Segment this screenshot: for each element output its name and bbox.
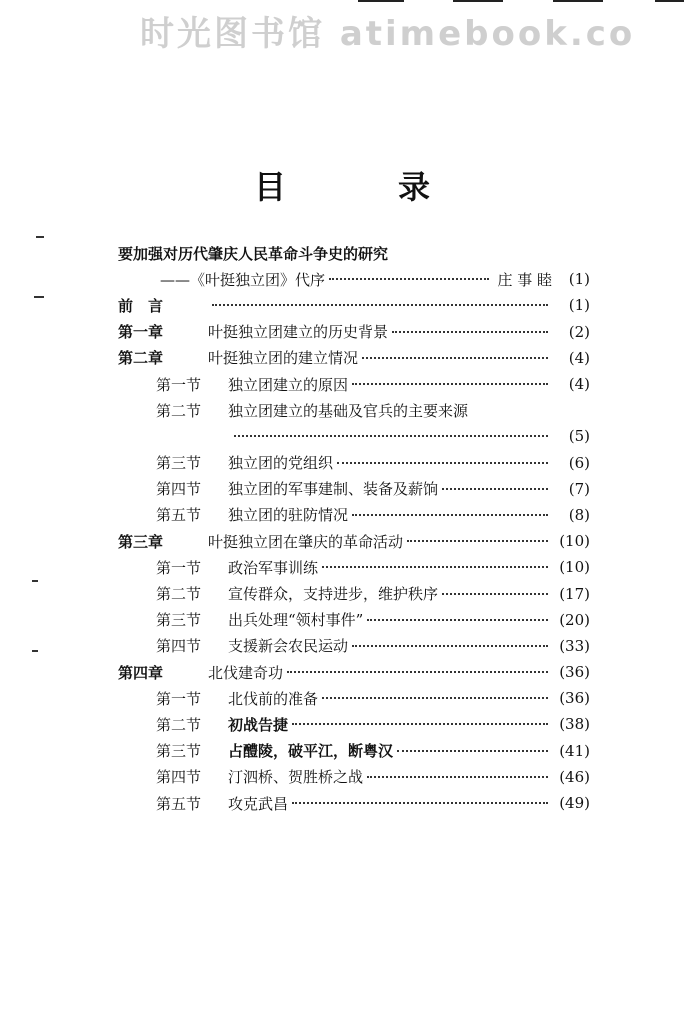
toc-entry[interactable] (118, 764, 590, 790)
toc-entry[interactable] (118, 476, 590, 502)
toc-page-number: (20) (559, 610, 590, 629)
toc-entry-number: 第三节 (156, 454, 202, 473)
page-title: 目 录 (253, 168, 470, 206)
toc-entry-number: 第三节 (156, 742, 202, 761)
toc-entry-title: 叶挺独立团的建立情况 (208, 349, 359, 368)
toc-entry-number: 第三章 (118, 532, 164, 551)
top-rule (358, 0, 404, 2)
dot-leader (362, 357, 548, 359)
toc-entry-number: 前 言 (118, 296, 164, 315)
dot-leader (392, 331, 548, 333)
dot-leader (367, 776, 548, 778)
toc-page-number: (5) (568, 427, 590, 446)
toc-entry-title: 独立团的党组织 (228, 454, 334, 473)
toc-entry-title: 占醴陵，破平江，断粤汉 (228, 742, 394, 761)
toc-page-number: (49) (559, 794, 590, 813)
toc-entry-title: 政治军事训练 (228, 558, 319, 577)
toc-entry[interactable] (118, 738, 590, 764)
toc-page-number: (10) (559, 558, 590, 577)
toc-entry-number: 第一节 (156, 689, 202, 708)
top-rule (553, 0, 603, 2)
toc-entry-number: 第一节 (156, 375, 202, 394)
scan-speck (32, 650, 38, 652)
toc-entry[interactable] (118, 607, 590, 633)
toc-entry-title: 汀泗桥、贺胜桥之战 (228, 768, 364, 787)
toc-page-number: (2) (568, 322, 590, 341)
toc-entry[interactable] (118, 554, 590, 580)
dot-leader (292, 723, 548, 725)
dot-leader (407, 540, 548, 542)
toc-entry-number: 第四节 (156, 637, 202, 656)
toc-entry[interactable] (118, 633, 590, 659)
toc-entry-title: 独立团的驻防情况 (228, 506, 349, 525)
toc-page-number: (4) (568, 375, 590, 394)
toc-entry-number: 第五节 (156, 506, 202, 525)
top-rule (453, 0, 503, 2)
top-rule (655, 0, 684, 2)
toc-entry[interactable] (118, 397, 590, 423)
watermark: 时光图书馆 atimebook.co (140, 14, 636, 54)
toc-page-number: (1) (568, 270, 590, 289)
dot-leader (352, 645, 548, 647)
toc-page-number: (10) (559, 532, 590, 551)
toc-page-number: (17) (559, 584, 590, 603)
toc-entry-continuation[interactable] (118, 423, 590, 449)
dot-leader (287, 671, 548, 673)
scan-speck (34, 296, 44, 298)
toc-page-number: (6) (568, 453, 590, 472)
toc-entry-number: 第一节 (156, 558, 202, 577)
toc-preface-heading-text: 要加强对历代肇庆人民革命斗争史的研究 (118, 244, 389, 263)
toc-preface-heading[interactable] (118, 240, 590, 266)
dot-leader (442, 488, 548, 490)
toc-entry-title: 独立团的军事建制、装备及薪饷 (228, 480, 439, 499)
toc-entry[interactable] (118, 345, 590, 371)
toc-entry[interactable] (118, 685, 590, 711)
toc-page-number: (46) (559, 767, 590, 786)
toc-preface-sub[interactable] (118, 266, 590, 292)
toc-entry-title: 攻克武昌 (228, 794, 289, 813)
toc-page-number: (41) (559, 741, 590, 760)
scan-speck (36, 236, 44, 238)
toc-preface-author: 庄 事 睦 (497, 270, 552, 289)
dot-leader (322, 697, 548, 699)
dot-leader (442, 593, 548, 595)
toc-page-number: (8) (568, 505, 590, 524)
toc-entry[interactable] (118, 371, 590, 397)
toc-entry-number: 第二节 (156, 715, 202, 734)
toc-entry-number: 第四章 (118, 663, 164, 682)
toc-entry-title: 独立团建立的基础及官兵的主要来源 (228, 401, 469, 420)
toc-entry-number: 第五节 (156, 794, 202, 813)
toc-entry-title: 北伐前的准备 (228, 689, 319, 708)
dot-leader (212, 304, 548, 306)
toc-entry-title: 叶挺独立团建立的历史背景 (208, 323, 389, 342)
toc-entry[interactable] (118, 450, 590, 476)
toc-entry[interactable] (118, 580, 590, 606)
toc-entry-title: 独立团建立的原因 (228, 375, 349, 394)
toc-entry-title: 初战告捷 (228, 715, 289, 734)
toc-preface-sub-text: ——《叶挺独立团》代序 (160, 270, 326, 289)
toc-entry[interactable] (118, 790, 590, 816)
toc-entry-title: 叶挺独立团在肇庆的革命活动 (208, 532, 404, 551)
toc-entry-number: 第一章 (118, 323, 164, 342)
dot-leader (397, 750, 548, 752)
toc-entry[interactable] (118, 502, 590, 528)
toc-page-number: (33) (559, 636, 590, 655)
dot-leader (292, 802, 548, 804)
dot-leader (352, 514, 548, 516)
table-of-contents (118, 240, 590, 816)
toc-page-number: (38) (559, 715, 590, 734)
toc-entry-number: 第二章 (118, 349, 164, 368)
scan-speck (32, 580, 38, 582)
toc-entry-number: 第三节 (156, 611, 202, 630)
dot-leader (329, 278, 489, 280)
toc-entry-number: 第四节 (156, 768, 202, 787)
toc-entry[interactable] (118, 711, 590, 737)
toc-page-number: (7) (568, 479, 590, 498)
toc-page-number: (4) (568, 348, 590, 367)
toc-entry-number: 第二节 (156, 585, 202, 604)
toc-entry[interactable] (118, 659, 590, 685)
toc-entry[interactable] (118, 528, 590, 554)
toc-entry-title: 宣传群众，支持进步，维护秩序 (228, 585, 439, 604)
toc-page-number: (36) (559, 663, 590, 682)
toc-entry-title: 出兵处理“领村事件” (228, 611, 364, 630)
dot-leader (352, 383, 548, 385)
dot-leader (367, 619, 548, 621)
toc-page-number: (1) (568, 296, 590, 315)
toc-entry[interactable] (118, 319, 590, 345)
toc-entry-number: 第二节 (156, 401, 202, 420)
toc-entry[interactable] (118, 292, 590, 318)
toc-entry-title: 北伐建奇功 (208, 663, 284, 682)
toc-page-number: (36) (559, 689, 590, 708)
dot-leader (322, 566, 548, 568)
dot-leader (234, 435, 548, 437)
dot-leader (337, 462, 548, 464)
toc-entry-title: 支援新会农民运动 (228, 637, 349, 656)
toc-entry-number: 第四节 (156, 480, 202, 499)
